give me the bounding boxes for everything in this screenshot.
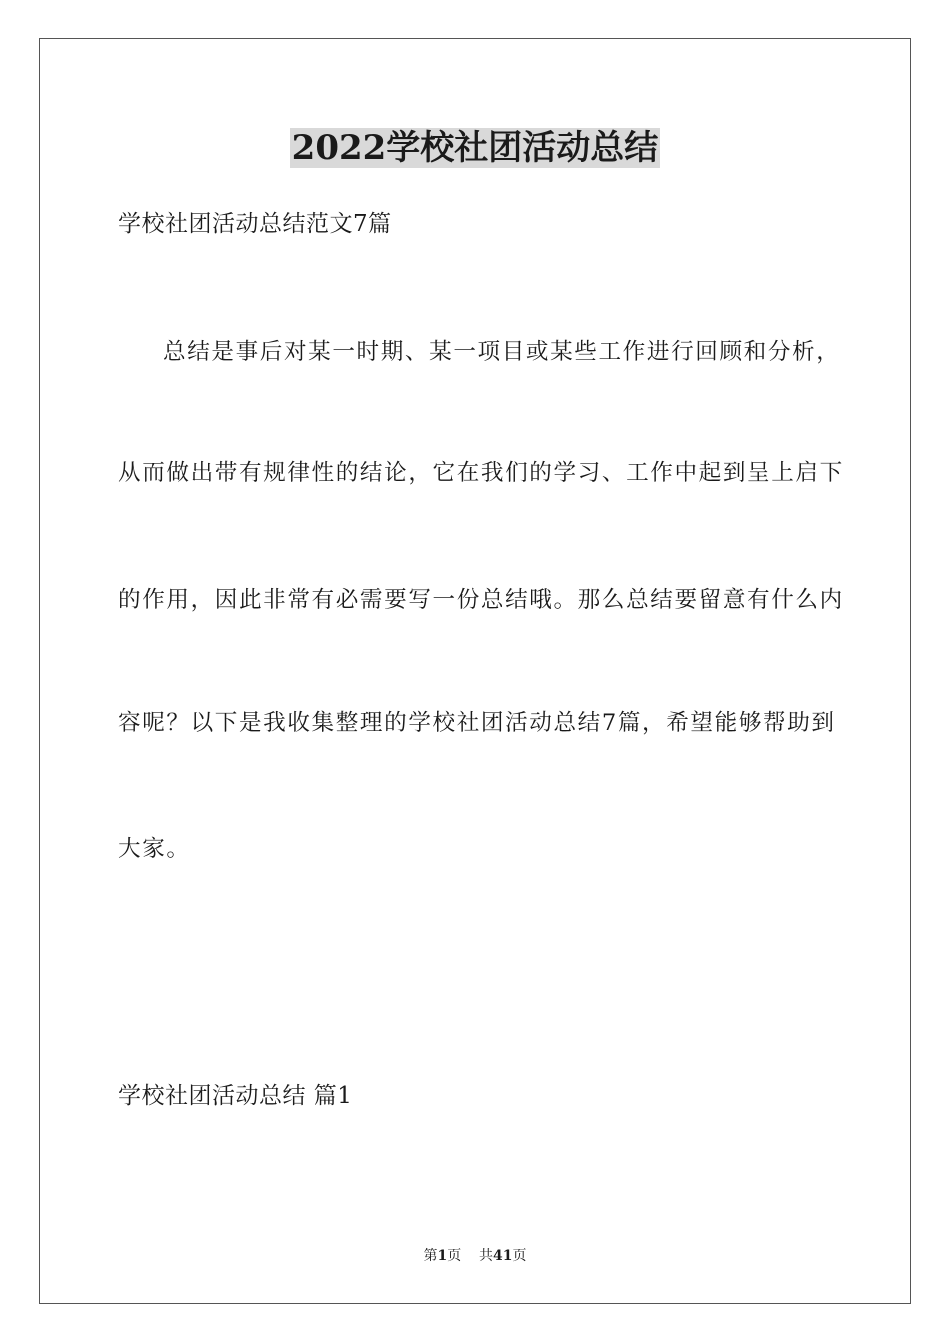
page-footer <box>0 1246 950 1266</box>
footer-page-suffix: 页 <box>447 1248 462 1264</box>
paragraph-line-3: 的作用，因此非常有必需要写一份总结哦。那么总结要留意有什么内 <box>118 587 844 613</box>
document-title <box>0 124 950 172</box>
document-title-text: 2022学校社团活动总结 <box>291 128 659 168</box>
paragraph-line-2: 从而做出带有规律性的结论，它在我们的学习、工作中起到呈上启下 <box>118 460 844 486</box>
footer-total-suffix: 页 <box>512 1248 527 1264</box>
section-heading: 学校社团活动总结 篇1 <box>118 1083 353 1109</box>
paragraph-line-1: 总结是事后对某一时期、某一项目或某些工作进行回顾和分析， <box>163 339 841 365</box>
document-subtitle: 学校社团活动总结范文7篇 <box>118 211 392 237</box>
footer-page-number: 1 <box>437 1248 448 1264</box>
footer-total-pages: 41 <box>493 1248 513 1264</box>
paragraph-line-4: 容呢？以下是我收集整理的学校社团活动总结7篇，希望能够帮助到 <box>118 710 836 736</box>
footer-page-prefix: 第 <box>423 1248 438 1264</box>
paragraph-line-5: 大家。 <box>118 836 191 862</box>
footer-total-prefix: 共 <box>479 1248 494 1264</box>
